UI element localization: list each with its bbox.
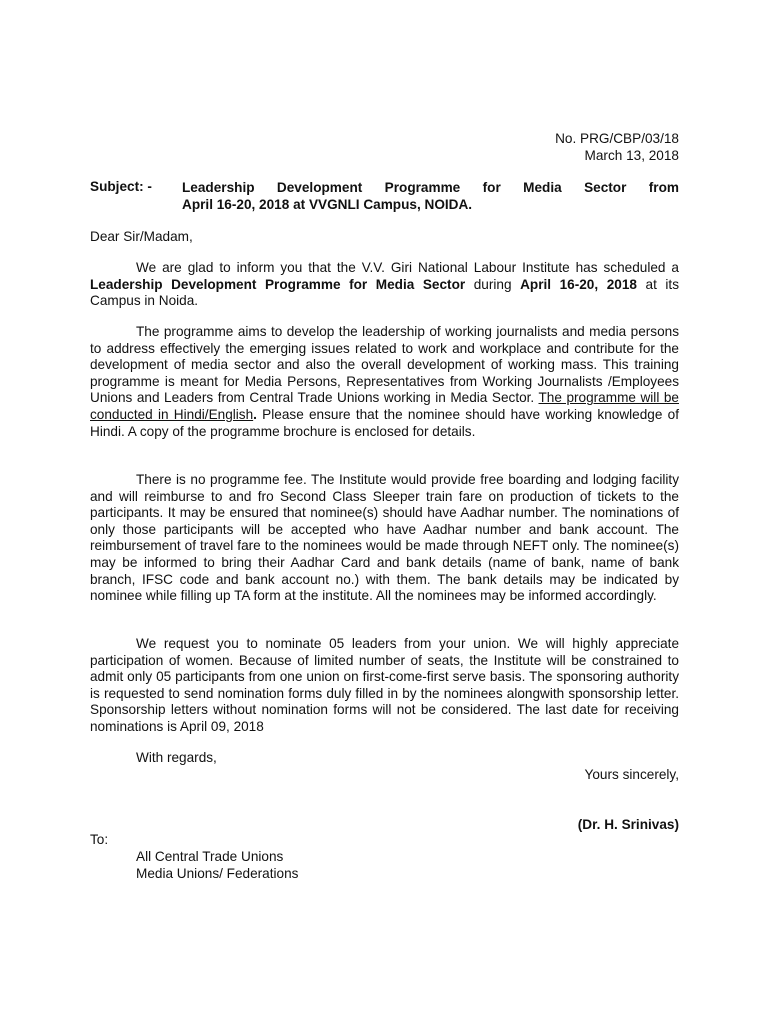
p1-text-c: at its Campus in Noida. <box>90 276 679 309</box>
subject-line-2: April 16-20, 2018 at VVGNLI Campus, NOIDA. <box>182 197 473 212</box>
subject-label: Subject: - <box>90 179 152 194</box>
p2-period: . <box>253 406 257 422</box>
p2-text-a: The programme aims to develop the leadership of working journalists and media persons to address effectively the emerging issues related to work and workplace and contribute for the development of media sector and also the overall development of working mass. This training programme is meant for Media Persons, Representatives from Working Journalists /Employees Unions and Leaders from Central Trade Unions working in Media Sector. <box>90 324 679 406</box>
closing-regards: With regards, <box>136 750 217 765</box>
p2-text-b: Please ensure that the nominee should have working knowledge of Hindi. A copy of the programme brochure is enclosed for details. <box>90 406 679 439</box>
paragraph-aims <box>90 324 679 440</box>
p3-text: There is no programme fee. The Institute would provide free boarding and lodging facility and will reimburse to and fro Second Class Sleeper train fare on production of tickets to the participants. It may be ensured that nominee(s) should have Aadhar number. The nominations of only those participants will be accepted who have Aadhar number and bank account. The reimbursement of travel fare to the nominees would be made through NEFT only. The nominee(s) may be informed to bring their Aadhar Card and bank details (name of bank, name of bank branch, IFSC code and bank account no.) with them. The bank details may be indicated by nominee while filling up TA form at the institute. All the nominees may be informed accordingly. <box>90 472 679 604</box>
programme-name: Leadership Development Programme for Media Sector <box>90 276 466 292</box>
p4-text: We request you to nominate 05 leaders from your union. We will highly appreciate participation of women. Because of limited number of seats, the Institute will be constrained to admit only 05 participants from one union on first-come-first serve basis. The sponsoring authority is requested to send nomination forms duly filled in by the nominees alongwith sponsorship letter. Sponsorship letters without nomination forms will not be considered. The last date for receiving nominations is April 09, 2018 <box>90 636 679 734</box>
language-note: The programme will be conducted in Hindi/English <box>90 390 679 422</box>
recipient-item: Media Unions/ Federations <box>136 865 299 881</box>
yours-sincerely: Yours sincerely, <box>584 767 679 782</box>
salutation: Dear Sir/Madam, <box>90 229 193 244</box>
paragraph-nomination <box>90 636 679 736</box>
letter-date: March 13, 2018 <box>584 148 679 163</box>
programme-dates: April 16-20, 2018 <box>520 276 637 292</box>
reference-number: No. PRG/CBP/03/18 <box>555 131 679 146</box>
signatory-name: (Dr. H. Srinivas) <box>577 817 679 832</box>
reference-block <box>555 130 679 164</box>
recipient-item: All Central Trade Unions <box>136 849 284 864</box>
recipients-list <box>136 849 298 883</box>
to-label: To: <box>90 832 109 847</box>
subject-line-1: Leadership Development Programme for Media Sector from <box>182 180 679 195</box>
p1-text-a: We are glad to inform you that the V.V. Giri National Labour Institute has scheduled a <box>136 260 679 275</box>
p1-text-b: during <box>465 276 521 292</box>
paragraph-intro <box>90 260 679 310</box>
subject-text <box>182 179 679 213</box>
paragraph-fees <box>90 472 679 605</box>
